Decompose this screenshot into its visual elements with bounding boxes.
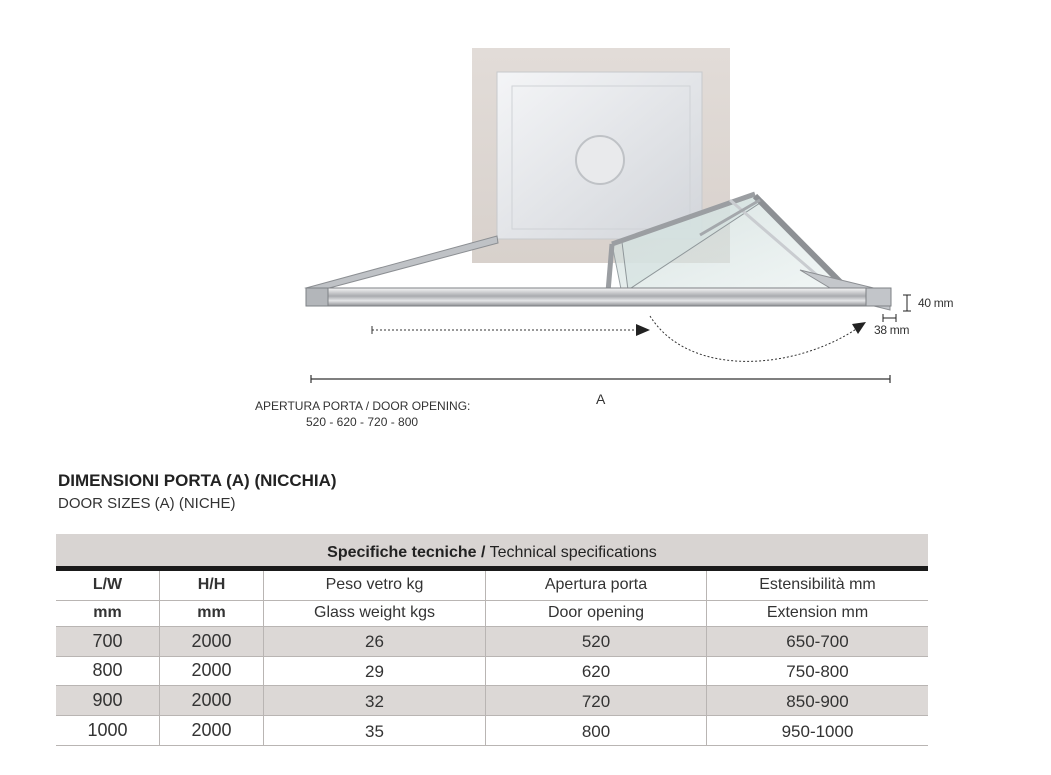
cell-lw: 900 [56, 686, 160, 715]
cell-hh: 2000 [160, 657, 264, 686]
cell-weight: 35 [264, 716, 486, 745]
cell-opening: 520 [486, 627, 707, 656]
cell-extension: 950-1000 [781, 721, 854, 741]
col-unit-lw: mm [56, 601, 160, 626]
door-opening-label: APERTURA PORTA / DOOR OPENING: [255, 399, 471, 413]
col-unit-hh: mm [160, 601, 264, 626]
cell-opening: 720 [486, 686, 707, 715]
cell-opening: 620 [486, 657, 707, 686]
col-unit-weight: Glass weight kgs [264, 601, 486, 626]
cell-hh: 2000 [160, 716, 264, 745]
cell-lw: 800 [56, 657, 160, 686]
cell-weight: 32 [264, 686, 486, 715]
dimension-a-label: A [596, 391, 606, 407]
spec-header-english: Technical specifications [485, 544, 657, 561]
col-header-lw: L/W [56, 571, 160, 600]
column-header-row [56, 571, 928, 601]
spec-table-header [56, 534, 928, 566]
cell-lw: 700 [56, 627, 160, 656]
col-header-opening: Apertura porta [486, 571, 707, 600]
cell-weight: 29 [264, 657, 486, 686]
bottom-profile [306, 288, 891, 306]
col-unit-extension: Extension mm [766, 604, 869, 622]
table-row [56, 686, 928, 716]
spec-header-italian: Specifiche tecniche / [327, 544, 486, 561]
col-header-weight: Peso vetro kg [264, 571, 486, 600]
cell-extension: 750-800 [786, 661, 849, 681]
col-header-hh: H/H [160, 571, 264, 600]
col-header-extension: Estensibilità mm [759, 576, 876, 594]
table-row [56, 716, 928, 746]
table-row [56, 657, 928, 687]
opening-arrow-head [636, 324, 650, 336]
swing-arrow-head [852, 322, 866, 334]
drain [576, 136, 624, 184]
door-opening-values: 520 - 620 - 720 - 800 [306, 415, 419, 429]
cell-weight: 26 [264, 627, 486, 656]
cell-extension: 850-900 [786, 691, 849, 711]
spec-table [56, 534, 928, 746]
column-subheader-row [56, 601, 928, 627]
cell-opening: 800 [486, 716, 707, 745]
cell-hh: 2000 [160, 627, 264, 656]
dimension-38-label: 38 mm [874, 323, 910, 337]
section-title: DIMENSIONI PORTA (A) (NICCHIA) [58, 471, 337, 490]
cell-extension: 650-700 [786, 632, 849, 652]
swing-arc [650, 316, 862, 361]
col-unit-opening: Door opening [486, 601, 707, 626]
cell-lw: 1000 [56, 716, 160, 745]
section-subtitle: DOOR SIZES (A) (NICHE) [58, 495, 236, 512]
cell-hh: 2000 [160, 686, 264, 715]
left-side-rail [306, 236, 498, 291]
dimension-40-label: 40 mm [918, 296, 954, 310]
table-row [56, 627, 928, 657]
